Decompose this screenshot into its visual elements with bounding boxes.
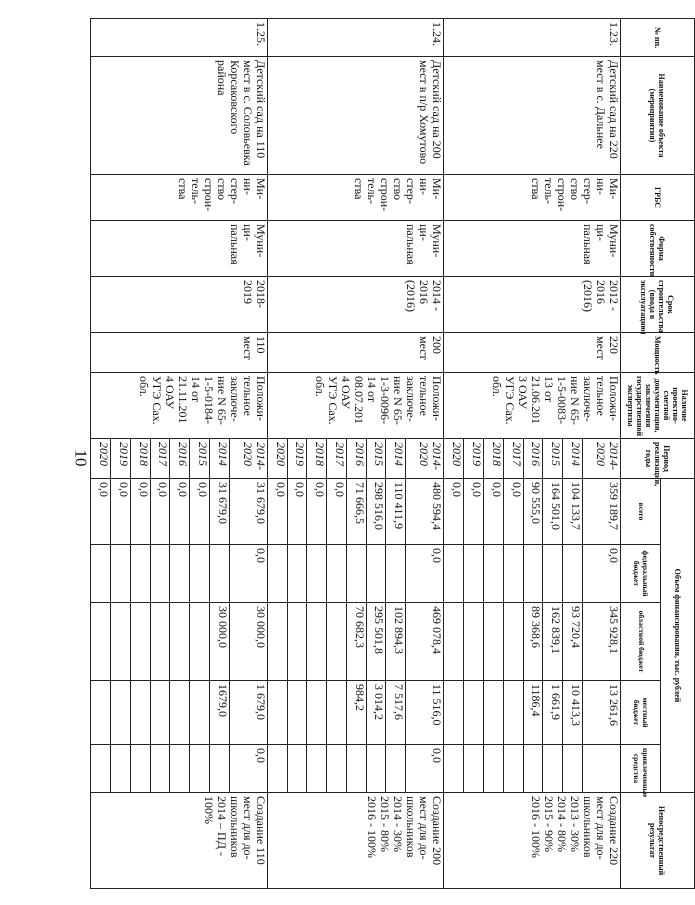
header-regional: областной бюджет — [621, 603, 661, 681]
object-name: Детский сад на 110 мест в с. Соловьевка Корсаковского района — [91, 57, 268, 175]
federal-cell — [267, 545, 287, 603]
federal-cell — [563, 545, 583, 603]
table-row — [582, 19, 620, 889]
year-cell: 2014 — [563, 439, 583, 479]
header-period-impl: Период реализации, годы — [621, 439, 695, 479]
federal-cell — [287, 545, 307, 603]
local-cell — [91, 681, 111, 745]
federal-cell — [543, 545, 563, 603]
header-num: № пп. — [621, 19, 695, 57]
extra-cell — [444, 745, 464, 793]
psd-cell: Положи- тельное заключе- ние N 65- 1-5-0083- 13 от 21.06.201 3 ОАУ УГЭ Сах. обл. — [444, 373, 621, 439]
year-cell: 2020 — [91, 439, 111, 479]
local-cell: 984,2 — [346, 681, 366, 745]
regional-cell: 89 368,6 — [523, 603, 543, 681]
local-cell: 13 261,6 — [582, 681, 620, 745]
local-cell — [503, 681, 523, 745]
federal-cell: 0,0 — [582, 545, 620, 603]
capacity-cell: 110 мест — [91, 333, 268, 373]
local-cell — [444, 681, 464, 745]
total-cell: 0,0 — [503, 479, 523, 545]
year-cell: 2014 — [209, 439, 229, 479]
total-cell: 0,0 — [130, 479, 150, 545]
regional-cell — [150, 603, 170, 681]
header-name: Наименование объекта (мероприятия) — [621, 57, 695, 175]
regional-cell — [190, 603, 210, 681]
extra-cell — [190, 745, 210, 793]
federal-cell — [366, 545, 386, 603]
year-cell: 2014- 2020 — [582, 439, 620, 479]
total-cell: 359 189,7 — [582, 479, 620, 545]
row-num: 1.24. — [267, 19, 444, 57]
federal-cell: 0,0 — [406, 545, 444, 603]
local-cell: 1679,0 — [209, 681, 229, 745]
regional-cell: 93 720,4 — [563, 603, 583, 681]
header-grbs: ГРБС — [621, 175, 695, 221]
result-cell: Создание 110 мест для до- школьников 2014 – ПД - 100% — [91, 793, 268, 889]
header-ownership: Форма собственности — [621, 221, 695, 277]
grbs-cell: Ми- ни- стер- ство строи- тель- ства — [444, 175, 621, 221]
regional-cell — [307, 603, 327, 681]
extra-cell — [563, 745, 583, 793]
total-cell: 31 679,0 — [209, 479, 229, 545]
local-cell — [287, 681, 307, 745]
ownership-cell: Муни- ци- пальная — [91, 221, 268, 277]
regional-cell — [327, 603, 347, 681]
header-result: Непосредственный результат — [621, 793, 695, 889]
total-cell: 0,0 — [327, 479, 347, 545]
result-cell: Создание 200 мест для до- школьников 2014 - 30% 2015 - 80% 2016 - 100% — [267, 793, 444, 889]
regional-cell — [287, 603, 307, 681]
federal-cell: 0,0 — [229, 545, 267, 603]
local-cell: 1 661,9 — [543, 681, 563, 745]
page-number: 10 — [71, 449, 91, 467]
build-period-cell: 2012 - 2016 (2016) — [444, 277, 621, 333]
local-cell — [130, 681, 150, 745]
local-cell — [110, 681, 130, 745]
header-extra: привлеченные средства — [621, 745, 661, 793]
year-cell: 2016 — [346, 439, 366, 479]
regional-cell — [91, 603, 111, 681]
total-cell: 164 501,0 — [543, 479, 563, 545]
regional-cell: 295 501,8 — [366, 603, 386, 681]
total-cell: 90 555,0 — [523, 479, 543, 545]
total-cell: 0,0 — [110, 479, 130, 545]
extra-cell — [582, 745, 620, 793]
header-federal: федеральный бюджет — [621, 545, 661, 603]
federal-cell — [150, 545, 170, 603]
extra-cell — [91, 745, 111, 793]
regional-cell: 30 000,0 — [229, 603, 267, 681]
total-cell: 0,0 — [464, 479, 484, 545]
regional-cell: 70 682,3 — [346, 603, 366, 681]
local-cell — [483, 681, 503, 745]
federal-cell — [523, 545, 543, 603]
regional-cell — [444, 603, 464, 681]
result-cell: Создание 220 мест для до- школьников 2013 - 30% 2014 - 80% 2015 - 90% 2016 - 100% — [444, 793, 621, 889]
local-cell — [327, 681, 347, 745]
total-cell: 298 516,0 — [366, 479, 386, 545]
header-local: местный бюджет — [621, 681, 661, 745]
federal-cell — [483, 545, 503, 603]
ownership-cell: Муни- ци- пальная — [267, 221, 444, 277]
year-cell: 2019 — [287, 439, 307, 479]
grbs-cell: Ми- ни- стер- ство строи- тель- ства — [91, 175, 268, 221]
regional-cell: 102 894,3 — [386, 603, 406, 681]
extra-cell — [483, 745, 503, 793]
total-cell: 71 666,5 — [346, 479, 366, 545]
local-cell: 1186,4 — [523, 681, 543, 745]
build-period-cell: 2014 - 2016 (2016) — [267, 277, 444, 333]
local-cell: 3 014,2 — [366, 681, 386, 745]
extra-cell — [543, 745, 563, 793]
total-cell: 0,0 — [483, 479, 503, 545]
extra-cell — [287, 745, 307, 793]
year-cell: 2017 — [503, 439, 523, 479]
extra-cell — [464, 745, 484, 793]
regional-cell — [267, 603, 287, 681]
federal-cell — [346, 545, 366, 603]
total-cell: 0,0 — [150, 479, 170, 545]
year-cell: 2020 — [267, 439, 287, 479]
extra-cell — [366, 745, 386, 793]
local-cell — [190, 681, 210, 745]
header-capacity: Мощность — [621, 333, 695, 373]
extra-cell — [130, 745, 150, 793]
year-cell: 2015 — [190, 439, 210, 479]
extra-cell — [267, 745, 287, 793]
federal-cell — [503, 545, 523, 603]
psd-cell: Положи- тельное заключе- ние N 65- 1-3-0096- 14 от 08.07.201 4 ОАУ УГЭ Сах. обл. — [267, 373, 444, 439]
regional-cell: 345 928,1 — [582, 603, 620, 681]
federal-cell — [386, 545, 406, 603]
local-cell: 10 413,3 — [563, 681, 583, 745]
year-cell: 2018 — [307, 439, 327, 479]
year-cell: 2015 — [366, 439, 386, 479]
extra-cell — [503, 745, 523, 793]
psd-cell: Положи- тельное заключе- ние N 65- 1-5-0184- 14 от 21.11.201 4 ОАУ УГЭ Сах. обл. — [91, 373, 268, 439]
federal-cell — [209, 545, 229, 603]
year-cell: 2019 — [110, 439, 130, 479]
regional-cell — [170, 603, 190, 681]
total-cell: 0,0 — [190, 479, 210, 545]
header-psd: Наличие проектно-сметной документации, заключения государственной экспертизы — [621, 373, 695, 439]
year-cell: 2015 — [543, 439, 563, 479]
year-cell: 2019 — [464, 439, 484, 479]
header-financing: Объем финансирования, тыс. рублей — [661, 479, 695, 793]
total-cell: 0,0 — [170, 479, 190, 545]
extra-cell: 0,0 — [229, 745, 267, 793]
regional-cell: 469 078,4 — [406, 603, 444, 681]
regional-cell — [483, 603, 503, 681]
rotated-page — [90, 18, 695, 888]
table-row — [406, 19, 444, 889]
total-cell: 0,0 — [267, 479, 287, 545]
year-cell: 2014- 2020 — [229, 439, 267, 479]
row-num: 1.23. — [444, 19, 621, 57]
regional-cell — [110, 603, 130, 681]
federal-cell — [91, 545, 111, 603]
extra-cell — [386, 745, 406, 793]
year-cell: 2018 — [130, 439, 150, 479]
regional-cell — [130, 603, 150, 681]
total-cell: 0,0 — [91, 479, 111, 545]
federal-cell — [190, 545, 210, 603]
local-cell — [307, 681, 327, 745]
capacity-cell: 220 мест — [444, 333, 621, 373]
local-cell — [267, 681, 287, 745]
table-row — [229, 19, 267, 889]
row-num: 1.25. — [91, 19, 268, 57]
federal-cell — [327, 545, 347, 603]
extra-cell — [307, 745, 327, 793]
total-cell: 110 411,9 — [386, 479, 406, 545]
extra-cell — [346, 745, 366, 793]
total-cell: 0,0 — [287, 479, 307, 545]
local-cell: 7 517,6 — [386, 681, 406, 745]
year-cell: 2018 — [483, 439, 503, 479]
grbs-cell: Ми- ни- стер- ство строи- тель- ства — [267, 175, 444, 221]
federal-cell — [110, 545, 130, 603]
header-total: всего — [621, 479, 661, 545]
regional-cell: 162 839,1 — [543, 603, 563, 681]
year-cell: 2016 — [523, 439, 543, 479]
federal-cell — [170, 545, 190, 603]
federal-cell — [130, 545, 150, 603]
object-name: Детский сад на 220 мест в с. Дальнее — [444, 57, 621, 175]
total-cell: 0,0 — [307, 479, 327, 545]
extra-cell — [209, 745, 229, 793]
extra-cell — [150, 745, 170, 793]
extra-cell: 0,0 — [406, 745, 444, 793]
regional-cell: 30 000,0 — [209, 603, 229, 681]
federal-cell — [464, 545, 484, 603]
year-cell: 2014- 2020 — [406, 439, 444, 479]
table-body — [91, 19, 621, 889]
local-cell — [150, 681, 170, 745]
local-cell — [464, 681, 484, 745]
year-cell: 2016 — [170, 439, 190, 479]
year-cell: 2014 — [386, 439, 406, 479]
header-period-build: Срок строительства (ввода в эксплуатацию) — [621, 277, 695, 333]
year-cell: 2017 — [327, 439, 347, 479]
object-name: Детский сад на 200 мест в п/р Хомутово — [267, 57, 444, 175]
regional-cell — [503, 603, 523, 681]
total-cell: 0,0 — [444, 479, 464, 545]
regional-cell — [464, 603, 484, 681]
year-cell: 2017 — [150, 439, 170, 479]
total-cell: 31 679,0 — [229, 479, 267, 545]
build-period-cell: 2018- 2019 — [91, 277, 268, 333]
extra-cell — [523, 745, 543, 793]
federal-cell — [444, 545, 464, 603]
extra-cell — [110, 745, 130, 793]
total-cell: 480 594,4 — [406, 479, 444, 545]
local-cell: 11 516,0 — [406, 681, 444, 745]
local-cell: 1 679,0 — [229, 681, 267, 745]
extra-cell — [327, 745, 347, 793]
program-table — [90, 18, 695, 889]
local-cell — [170, 681, 190, 745]
ownership-cell: Муни- ци- пальная — [444, 221, 621, 277]
capacity-cell: 200 мест — [267, 333, 444, 373]
federal-cell — [307, 545, 327, 603]
extra-cell — [170, 745, 190, 793]
total-cell: 104 133,7 — [563, 479, 583, 545]
program-table-wrapper — [90, 18, 695, 888]
year-cell: 2020 — [444, 439, 464, 479]
